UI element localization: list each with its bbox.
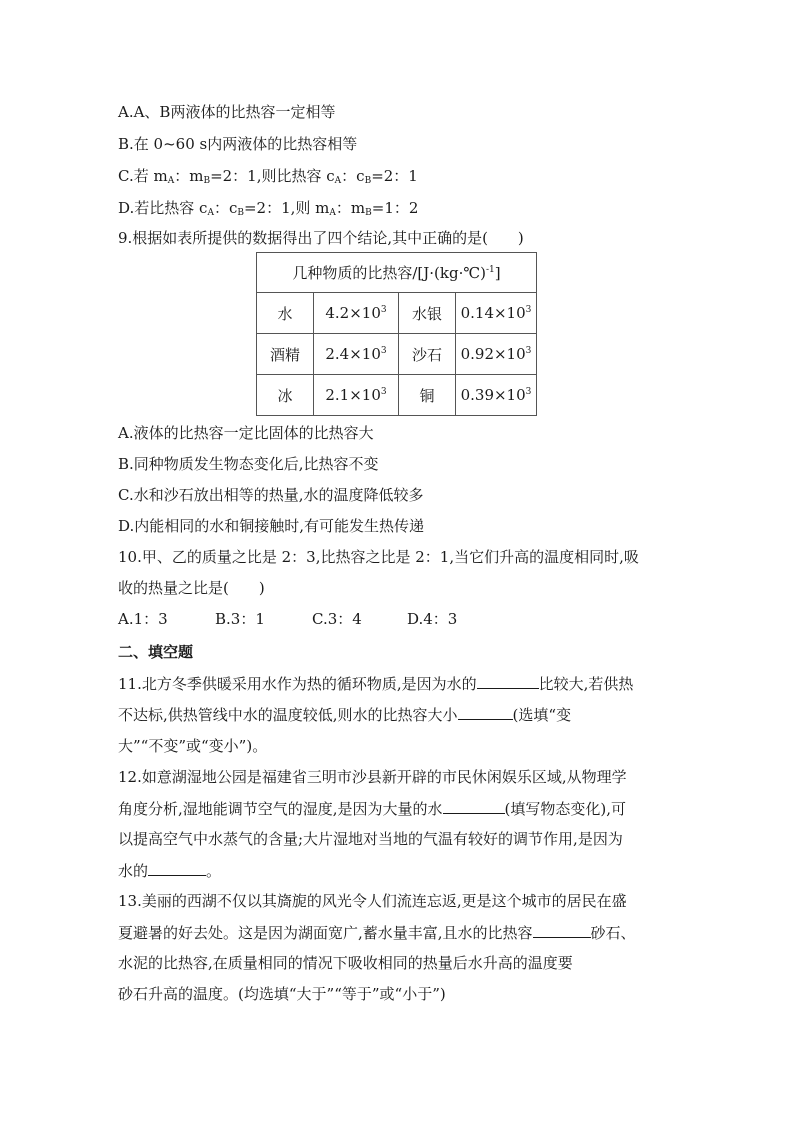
q8-d-sub: B xyxy=(365,208,372,218)
q9-stem: 9.根据如表所提供的数据得出了四个结论,其中正确的是( ) xyxy=(118,229,524,247)
answer-blank[interactable] xyxy=(477,673,539,689)
table-row xyxy=(257,334,537,375)
q8-option-c xyxy=(118,166,418,186)
q11-text: 不达标,供热管线中水的温度较低,则水的比热容大小 xyxy=(118,706,458,724)
table-cell-name: 冰 xyxy=(257,375,314,416)
table-cell-name: 铜 xyxy=(399,375,456,416)
table-header-sup: -1 xyxy=(486,265,495,275)
value-text: 0.92×10 xyxy=(460,345,526,363)
q8-c-text: =2：1 xyxy=(371,167,418,185)
q10-option-d: D.4：3 xyxy=(407,610,458,628)
q8-c-sub: A xyxy=(334,176,342,186)
q12-text: 水的 xyxy=(118,862,149,880)
q9-option-c: C.水和沙石放出相等的热量,水的温度降低较多 xyxy=(118,486,424,504)
q9-option-d: D.内能相同的水和铜接触时,有可能发生热传递 xyxy=(118,517,425,535)
table-cell-value xyxy=(314,334,399,375)
table-row xyxy=(257,293,537,334)
value-exp: 3 xyxy=(380,387,387,397)
table-cell-name: 酒精 xyxy=(257,334,314,375)
q10-stem-line2: 收的热量之比是( ) xyxy=(118,579,265,597)
answer-blank[interactable] xyxy=(443,798,505,814)
value-text: 2.4×10 xyxy=(325,345,381,363)
table-cell-name: 水银 xyxy=(399,293,456,334)
value-exp: 3 xyxy=(380,305,387,315)
q13-line3: 水泥的比热容,在质量相同的情况下吸收相同的热量后水升高的温度要 xyxy=(118,954,573,972)
q8-c-sub: B xyxy=(364,176,372,186)
q8-d-text: =2：1,则 m xyxy=(243,199,330,217)
answer-blank[interactable] xyxy=(458,704,513,720)
q10-stem-line1: 10.甲、乙的质量之比是 2：3,比热容之比是 2：1,当它们升高的温度相同时,吸 xyxy=(118,548,639,566)
q11-text: 比较大,若供热 xyxy=(538,675,634,693)
value-exp: 3 xyxy=(525,346,532,356)
q9-option-a: A.液体的比热容一定比固体的比热容大 xyxy=(118,424,374,442)
table-cell-value xyxy=(456,375,537,416)
q12-text: 角度分析,湿地能调节空气的湿度,是因为大量的水 xyxy=(118,800,443,818)
q8-d-text: D.若比热容 c xyxy=(118,199,208,217)
q11-text: 11.北方冬季供暖采用水作为热的循环物质,是因为水的 xyxy=(118,675,477,693)
table-header-text: 几种物质的比热容/[J·(kg·℃) xyxy=(292,264,486,282)
q12-line2 xyxy=(118,798,626,819)
q10-option-b: B.3：1 xyxy=(215,610,265,628)
q8-d-sub: A xyxy=(329,208,336,218)
q8-d-sub: A xyxy=(207,208,214,218)
table-cell-name: 水 xyxy=(257,293,314,334)
q10-option-a: A.1：3 xyxy=(118,610,168,628)
q13-line1: 13.美丽的西湖不仅以其旖旎的风光令人们流连忘返,更是这个城市的居民在盛 xyxy=(118,892,627,910)
q8-c-text: ：c xyxy=(341,167,365,185)
table-header xyxy=(257,253,537,293)
q8-option-a: A.A、B两液体的比热容一定相等 xyxy=(118,103,336,121)
q13-text: 夏避暑的好去处。这是因为湖面宽广,蓄水量丰富,且水的比热容 xyxy=(118,924,533,942)
q12-line3: 以提高空气中水蒸气的含量;大片湿地对当地的气温有较好的调节作用,是因为 xyxy=(118,830,623,848)
answer-blank[interactable] xyxy=(148,860,206,876)
q8-d-text: ：m xyxy=(335,199,366,217)
q12-text: 。 xyxy=(206,862,222,880)
q12-text: (填写物态变化),可 xyxy=(504,800,627,818)
q12-line1: 12.如意湖湿地公园是福建省三明市沙县新开辟的市民休闲娱乐区域,从物理学 xyxy=(118,768,627,786)
q8-c-text: ：m xyxy=(174,167,204,185)
value-text: 0.14×10 xyxy=(460,304,526,322)
q13-line4: 砂石升高的温度。(均选填“大于”“等于”或“小于”) xyxy=(118,985,446,1003)
q10-options xyxy=(118,609,457,629)
specific-heat-table xyxy=(256,252,537,416)
q8-option-b: B.在 0~60 s内两液体的比热容相等 xyxy=(118,135,358,153)
value-exp: 3 xyxy=(380,346,387,356)
q13-line2 xyxy=(118,922,636,943)
q11-line2 xyxy=(118,704,571,725)
q11-line1 xyxy=(118,673,633,694)
table-cell-value xyxy=(314,375,399,416)
q8-d-text: ：c xyxy=(213,199,238,217)
section-heading: 二、填空题 xyxy=(118,643,194,661)
table-cell-name: 沙石 xyxy=(399,334,456,375)
q9-option-b: B.同种物质发生物态变化后,比热容不变 xyxy=(118,455,379,473)
q12-line4 xyxy=(118,860,221,881)
q8-c-sub: A xyxy=(167,176,175,186)
value-exp: 3 xyxy=(525,305,532,315)
q8-c-text: C.若 m xyxy=(118,167,168,185)
value-exp: 3 xyxy=(525,387,532,397)
table-cell-value xyxy=(456,293,537,334)
table-cell-value xyxy=(314,293,399,334)
q11-text: (选填“变 xyxy=(512,706,572,724)
table-cell-value xyxy=(456,334,537,375)
q8-d-sub: B xyxy=(237,208,244,218)
table-header-end: ] xyxy=(494,264,501,282)
value-text: 4.2×10 xyxy=(325,304,381,322)
value-text: 0.39×10 xyxy=(460,386,526,404)
table-row xyxy=(257,375,537,416)
q8-c-text: =2：1,则比热容 c xyxy=(210,167,335,185)
q8-d-text: =1：2 xyxy=(371,199,419,217)
answer-blank[interactable] xyxy=(533,922,591,938)
value-text: 2.1×10 xyxy=(325,386,381,404)
q8-c-sub: B xyxy=(203,176,211,186)
q8-option-d xyxy=(118,198,418,218)
q13-text: 砂石、 xyxy=(590,924,636,942)
q11-line3: 大”“不变”或“变小”)。 xyxy=(118,737,268,755)
q10-option-c: C.3：4 xyxy=(312,610,362,628)
